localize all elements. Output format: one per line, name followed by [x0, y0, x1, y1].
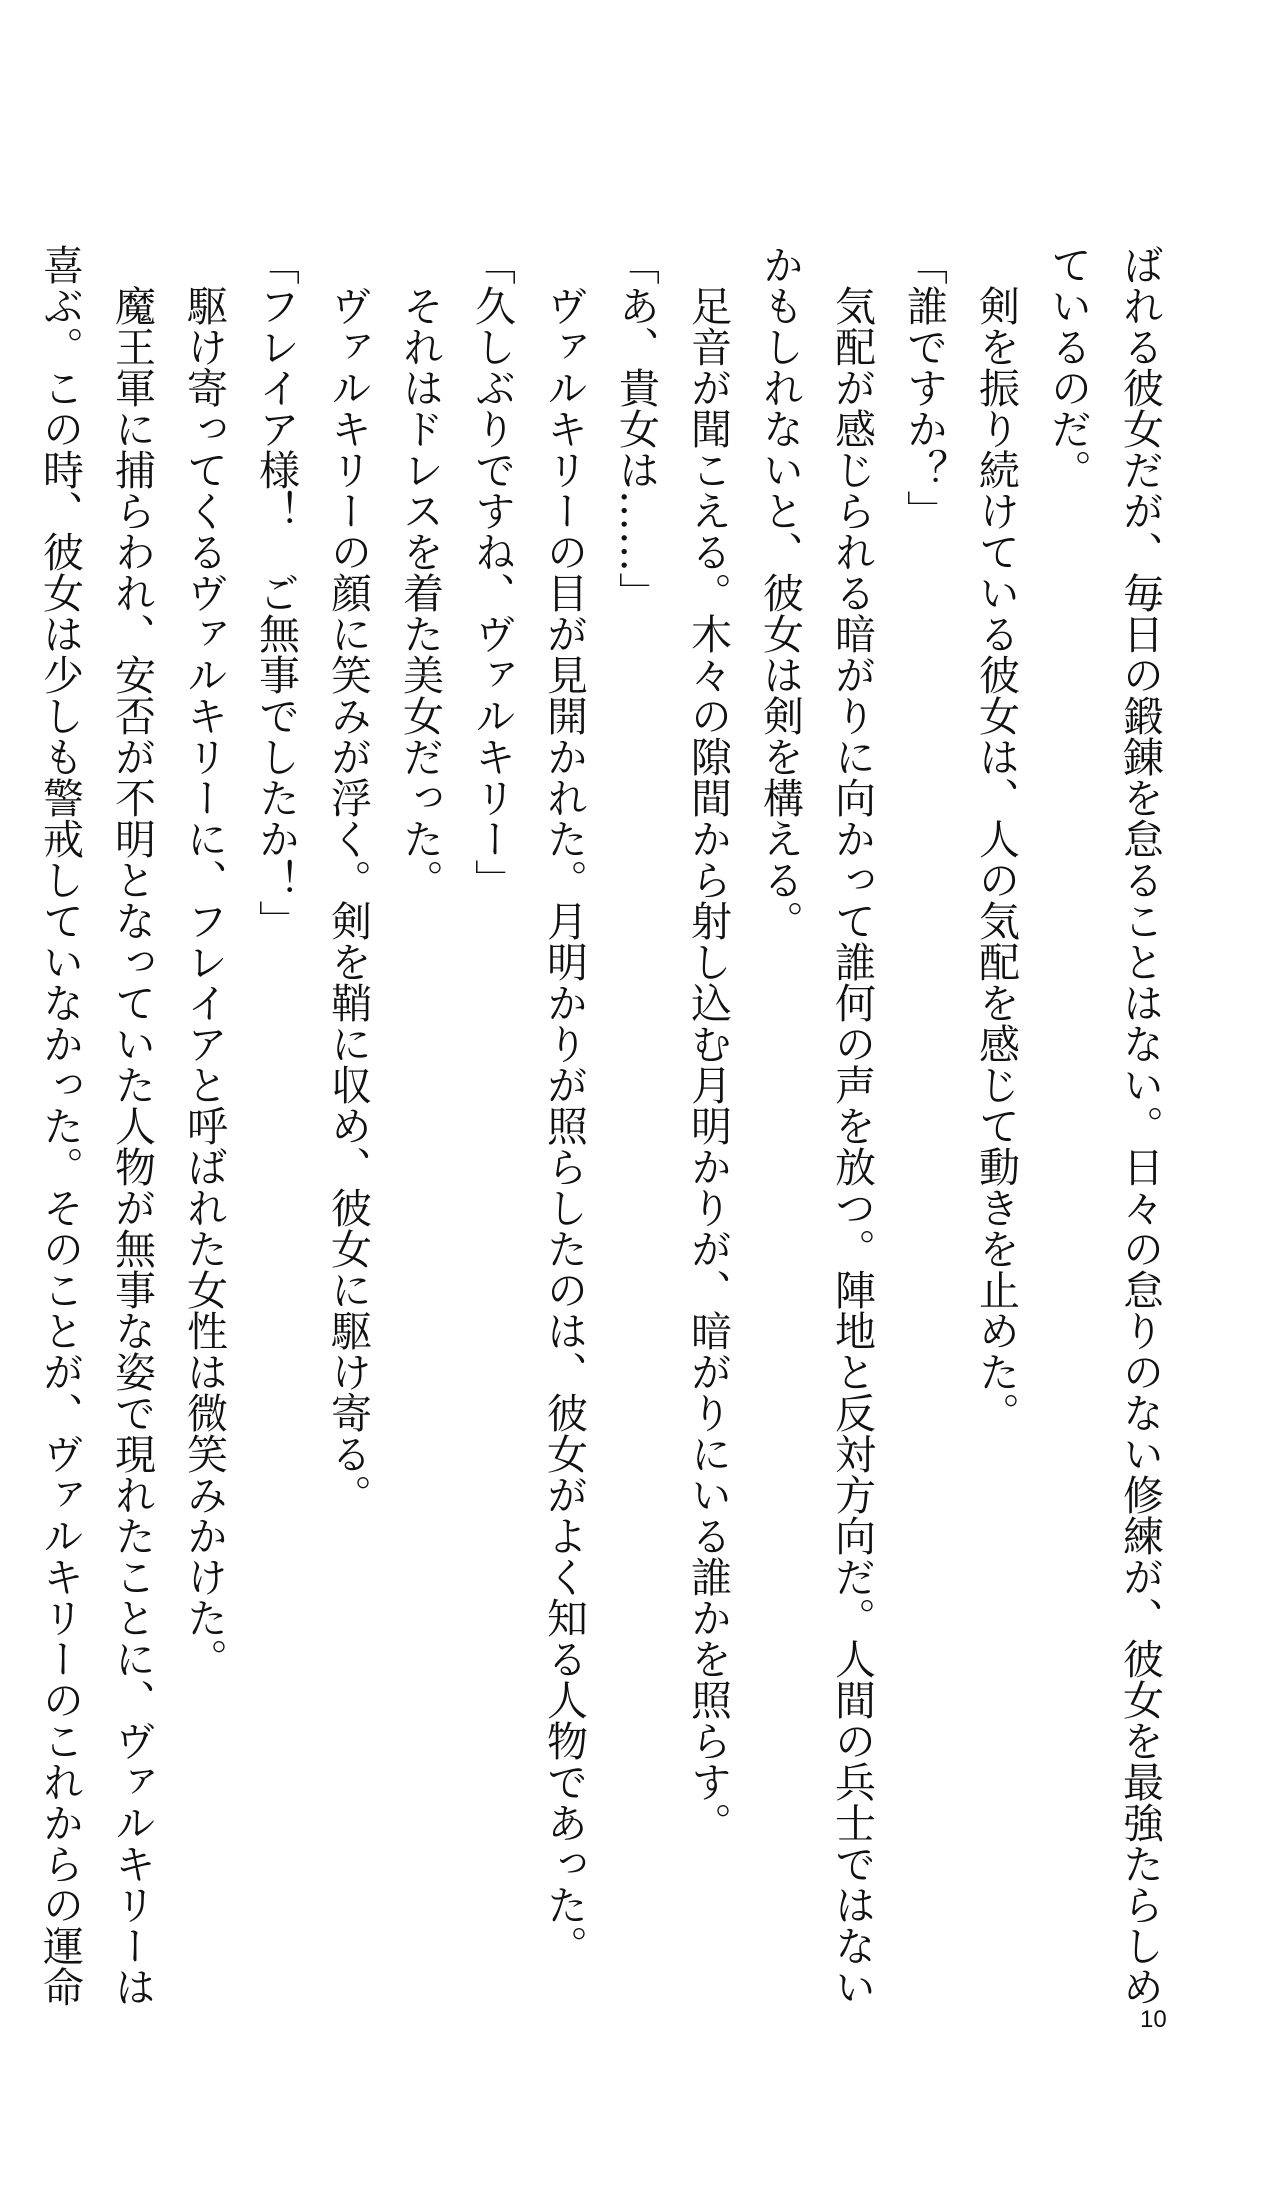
text-line: かもしれないと、彼女は剣を構える。: [756, 244, 804, 941]
text-line: 剣を振り続けている彼女は、人の気配を感じて動きを止めた。: [972, 244, 1020, 1433]
text-line: ヴァルキリーの目が見開かれた。月明かりが照らしたのは、彼女がよく知る人物であった。: [540, 244, 588, 1966]
text-line: ているのだ。: [1044, 244, 1092, 490]
text-line: 気配が感じられる暗がりに向かって誰何の声を放つ。陣地と反対方向だ。人間の兵士ではない: [828, 244, 876, 2007]
text-line: ばれる彼女だが、毎日の鍛錬を怠ることはない。日々の怠りのない修練が、彼女を最強たらしめ: [1116, 244, 1164, 2007]
text-line: 喜ぶ。この時、彼女は少しも警戒していなかった。そのことが、ヴァルキリーのこれからの運命: [36, 244, 84, 2007]
text-line: 「フレイア様！ ご無事でしたか！」: [252, 244, 300, 941]
text-line: 「あ、貴女は……」: [612, 244, 660, 613]
text-line: 駆け寄ってくるヴァルキリーに、フレイアと呼ばれた女性は微笑みかけた。: [180, 244, 228, 1679]
text-line: 足音が聞こえる。木々の隙間から射し込む月明かりが、暗がりにいる誰かを照らす。: [684, 244, 732, 1843]
text-line: ヴァルキリーの顔に笑みが浮く。剣を鞘に収め、彼女に駆け寄る。: [324, 244, 372, 1515]
page-number: 10: [1140, 2006, 1167, 2033]
text-line: 魔王軍に捕らわれ、安否が不明となっていた人物が無事な姿で現れたことに、ヴァルキリーは: [108, 244, 156, 2007]
vertical-text-body: [36, 244, 1176, 2007]
text-line: それはドレスを着た美女だった。: [396, 244, 444, 900]
text-line: 「久しぶりですね、ヴァルキリー」: [468, 244, 516, 900]
text-line: 「誰ですか？」: [900, 244, 948, 531]
